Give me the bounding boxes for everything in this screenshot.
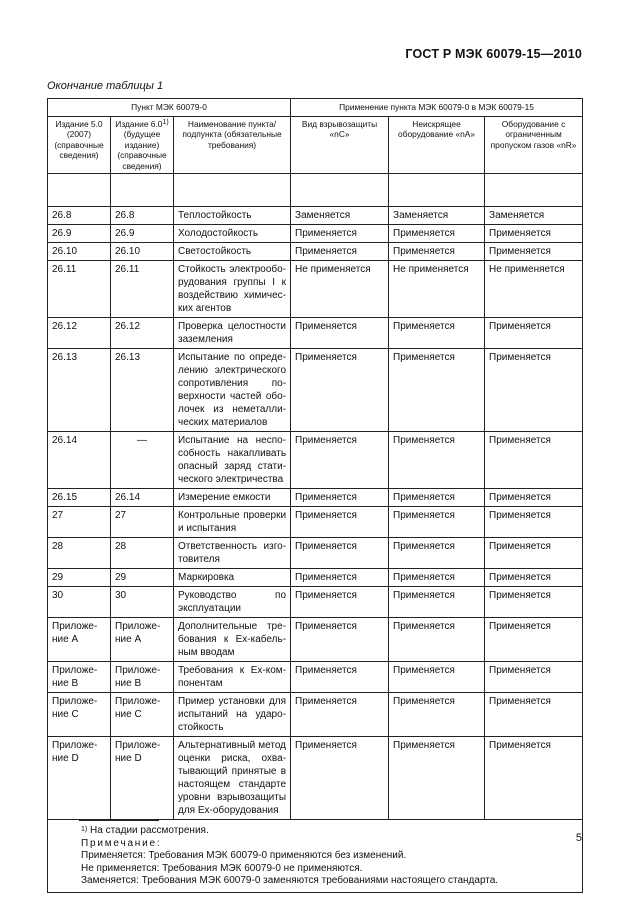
cell-na: Применяется bbox=[389, 243, 485, 261]
cell-nr: Не применяется bbox=[485, 261, 583, 318]
cell-edition5: Приложение B bbox=[48, 662, 111, 693]
cell-nc: Применяется bbox=[291, 225, 389, 243]
cell-nc: Применяется bbox=[291, 693, 389, 737]
table-row bbox=[48, 243, 583, 261]
col-header-na: Неискрящее оборудование «nA» bbox=[389, 116, 485, 174]
cell-nc: Заменяется bbox=[291, 207, 389, 225]
cell-name: Маркировка bbox=[174, 569, 291, 587]
cell-edition5: 29 bbox=[48, 569, 111, 587]
cell-edition6: Приложение D bbox=[111, 737, 174, 820]
cell-edition6: 26.9 bbox=[111, 225, 174, 243]
cell-name: Руководство по эксплуатации bbox=[174, 587, 291, 618]
cell-na: Применяется bbox=[389, 432, 485, 489]
cell-edition6: 26.11 bbox=[111, 261, 174, 318]
table-row bbox=[48, 225, 583, 243]
col-header-name: Наименование пункта/подпункта (обязательные требования) bbox=[174, 116, 291, 174]
cell-nc: Применяется bbox=[291, 538, 389, 569]
cell-nc: Применяется bbox=[291, 489, 389, 507]
cell-edition5: Приложение C bbox=[48, 693, 111, 737]
cell-name: Испытание на неспособность накапливать опасный заряд статического электричества bbox=[174, 432, 291, 489]
cell-name: Контрольные проверки и испытания bbox=[174, 507, 291, 538]
cell-edition6: 27 bbox=[111, 507, 174, 538]
cell-nr: Применяется bbox=[485, 737, 583, 820]
table-row bbox=[48, 261, 583, 318]
cell-name: Проверка целостности заземления bbox=[174, 318, 291, 349]
col-header-edition5: Издание 5.0 (2007) (справочные сведения) bbox=[48, 116, 111, 174]
cell-na: Применяется bbox=[389, 693, 485, 737]
cell-na: Применяется bbox=[389, 538, 485, 569]
cell-nc: Применяется bbox=[291, 349, 389, 432]
cell-nc: Применяется bbox=[291, 243, 389, 261]
cell-edition6: — bbox=[111, 432, 174, 489]
cell-na: Не применяется bbox=[389, 261, 485, 318]
cell-nr: Применяется bbox=[485, 693, 583, 737]
group-header-application: Применение пункта МЭК 60079-0 в МЭК 60079-15 bbox=[291, 99, 583, 117]
table-row bbox=[48, 432, 583, 489]
cell-name: Дополнительные требования к Ex-кабельным вводам bbox=[174, 618, 291, 662]
cell-na: Применяется bbox=[389, 507, 485, 538]
cell-nc: Применяется bbox=[291, 432, 389, 489]
cell-nr: Применяется bbox=[485, 618, 583, 662]
cell-edition5: 26.8 bbox=[48, 207, 111, 225]
cell-nc: Применяется bbox=[291, 507, 389, 538]
footnote-rule bbox=[79, 820, 159, 821]
cell-edition5: 26.13 bbox=[48, 349, 111, 432]
cell-edition6: 30 bbox=[111, 587, 174, 618]
cell-edition6: Приложение C bbox=[111, 693, 174, 737]
table-row bbox=[48, 587, 583, 618]
cell-nr: Применяется bbox=[485, 243, 583, 261]
cell-nc: Применяется bbox=[291, 587, 389, 618]
cell-edition5: 30 bbox=[48, 587, 111, 618]
cell-edition6: 26.14 bbox=[111, 489, 174, 507]
cell-edition5: Приложение D bbox=[48, 737, 111, 820]
cell-edition5: 26.12 bbox=[48, 318, 111, 349]
table-row bbox=[48, 318, 583, 349]
cell-nr: Применяется bbox=[485, 507, 583, 538]
cell-nr: Применяется bbox=[485, 225, 583, 243]
table-row bbox=[48, 349, 583, 432]
table-row bbox=[48, 207, 583, 225]
table-row bbox=[48, 662, 583, 693]
note-title: Примечание: bbox=[81, 837, 162, 849]
cell-nr: Применяется bbox=[485, 489, 583, 507]
cell-name: Стойкость электрооборудования группы I к воздействию химических агентов bbox=[174, 261, 291, 318]
col-header-nc: Вид взрывозащиты «nC» bbox=[291, 116, 389, 174]
cell-edition5: 26.11 bbox=[48, 261, 111, 318]
note-line-applied: Применяется: Требования МЭК 60079-0 применяются без изменений. bbox=[81, 850, 407, 862]
note-line-not-applied: Не применяется: Требования МЭК 60079-0 не применяются. bbox=[81, 862, 363, 874]
header-spacer-row bbox=[48, 174, 583, 207]
table-row bbox=[48, 618, 583, 662]
group-header-iec: Пункт МЭК 60079-0 bbox=[48, 99, 291, 117]
cell-nc: Применяется bbox=[291, 662, 389, 693]
cell-nc: Применяется bbox=[291, 737, 389, 820]
cell-na: Заменяется bbox=[389, 207, 485, 225]
cell-edition6: 26.10 bbox=[111, 243, 174, 261]
cell-name: Альтернативный метод оценки риска, охватывающий принятые в настоящем стандарте уровни взрывозащиты для Ex-оборудования bbox=[174, 737, 291, 820]
cell-name: Теплостойкость bbox=[174, 207, 291, 225]
footnote-block bbox=[48, 820, 583, 893]
cell-na: Применяется bbox=[389, 569, 485, 587]
table-row bbox=[48, 737, 583, 820]
cell-na: Применяется bbox=[389, 318, 485, 349]
table-row bbox=[48, 693, 583, 737]
cell-nr: Применяется bbox=[485, 349, 583, 432]
cell-edition5: 26.15 bbox=[48, 489, 111, 507]
page-number: 5 bbox=[575, 832, 582, 844]
cell-nr: Применяется bbox=[485, 662, 583, 693]
document-number: ГОСТ Р МЭК 60079-15—2010 bbox=[405, 47, 582, 61]
col-header-nr: Оборудование с ограниченным пропуском газов «nR» bbox=[485, 116, 583, 174]
cell-nr: Применяется bbox=[485, 569, 583, 587]
cell-edition6: Приложение A bbox=[111, 618, 174, 662]
cell-nr: Применяется bbox=[485, 587, 583, 618]
cell-na: Применяется bbox=[389, 737, 485, 820]
cell-na: Применяется bbox=[389, 587, 485, 618]
cell-na: Применяется bbox=[389, 618, 485, 662]
cell-nc: Не применяется bbox=[291, 261, 389, 318]
footnote-ref: 1) bbox=[162, 118, 169, 126]
table-caption: Окончание таблицы 1 bbox=[47, 80, 164, 92]
cell-na: Применяется bbox=[389, 489, 485, 507]
cell-na: Применяется bbox=[389, 225, 485, 243]
cell-edition5: 27 bbox=[48, 507, 111, 538]
cell-name: Ответственность изготовителя bbox=[174, 538, 291, 569]
cell-edition5: Приложение A bbox=[48, 618, 111, 662]
cell-edition6: 28 bbox=[111, 538, 174, 569]
table-row bbox=[48, 507, 583, 538]
cell-name: Требования к Ex-компонентам bbox=[174, 662, 291, 693]
cell-edition6: 26.13 bbox=[111, 349, 174, 432]
cell-edition6: Приложение B bbox=[111, 662, 174, 693]
col-header-edition6: Издание 6.0$^{1)}$ (будущее издание) (справочные сведения) bbox=[111, 116, 174, 174]
cell-edition6: 26.12 bbox=[111, 318, 174, 349]
cell-name: Испытание по определению электрического сопротивления поверхности частей оболочек из неметаллических материалов bbox=[174, 349, 291, 432]
cell-edition5: 26.10 bbox=[48, 243, 111, 261]
cell-edition6: 26.8 bbox=[111, 207, 174, 225]
cell-name: Холодостойкость bbox=[174, 225, 291, 243]
cell-nr: Заменяется bbox=[485, 207, 583, 225]
cell-name: Измерение емкости bbox=[174, 489, 291, 507]
cell-nr: Применяется bbox=[485, 538, 583, 569]
cell-edition5: 28 bbox=[48, 538, 111, 569]
cell-nr: Применяется bbox=[485, 318, 583, 349]
table-row bbox=[48, 538, 583, 569]
cell-edition5: 26.9 bbox=[48, 225, 111, 243]
footnote-1: $^{1)}$ На стадии рассмотрения. bbox=[81, 825, 209, 836]
cell-nc: Применяется bbox=[291, 318, 389, 349]
cell-nr: Применяется bbox=[485, 432, 583, 489]
cell-edition5: 26.14 bbox=[48, 432, 111, 489]
table-row bbox=[48, 489, 583, 507]
cell-nc: Применяется bbox=[291, 569, 389, 587]
cell-na: Применяется bbox=[389, 349, 485, 432]
cell-na: Применяется bbox=[389, 662, 485, 693]
cell-name: Светостойкость bbox=[174, 243, 291, 261]
cell-edition6: 29 bbox=[111, 569, 174, 587]
comparison-table bbox=[47, 98, 583, 893]
cell-name: Пример установки для испытаний на ударостойкость bbox=[174, 693, 291, 737]
cell-nc: Применяется bbox=[291, 618, 389, 662]
note-line-replaced: Заменяется: Требования МЭК 60079-0 заменяются требованиями настоящего стандарта. bbox=[81, 875, 499, 887]
table-row bbox=[48, 569, 583, 587]
